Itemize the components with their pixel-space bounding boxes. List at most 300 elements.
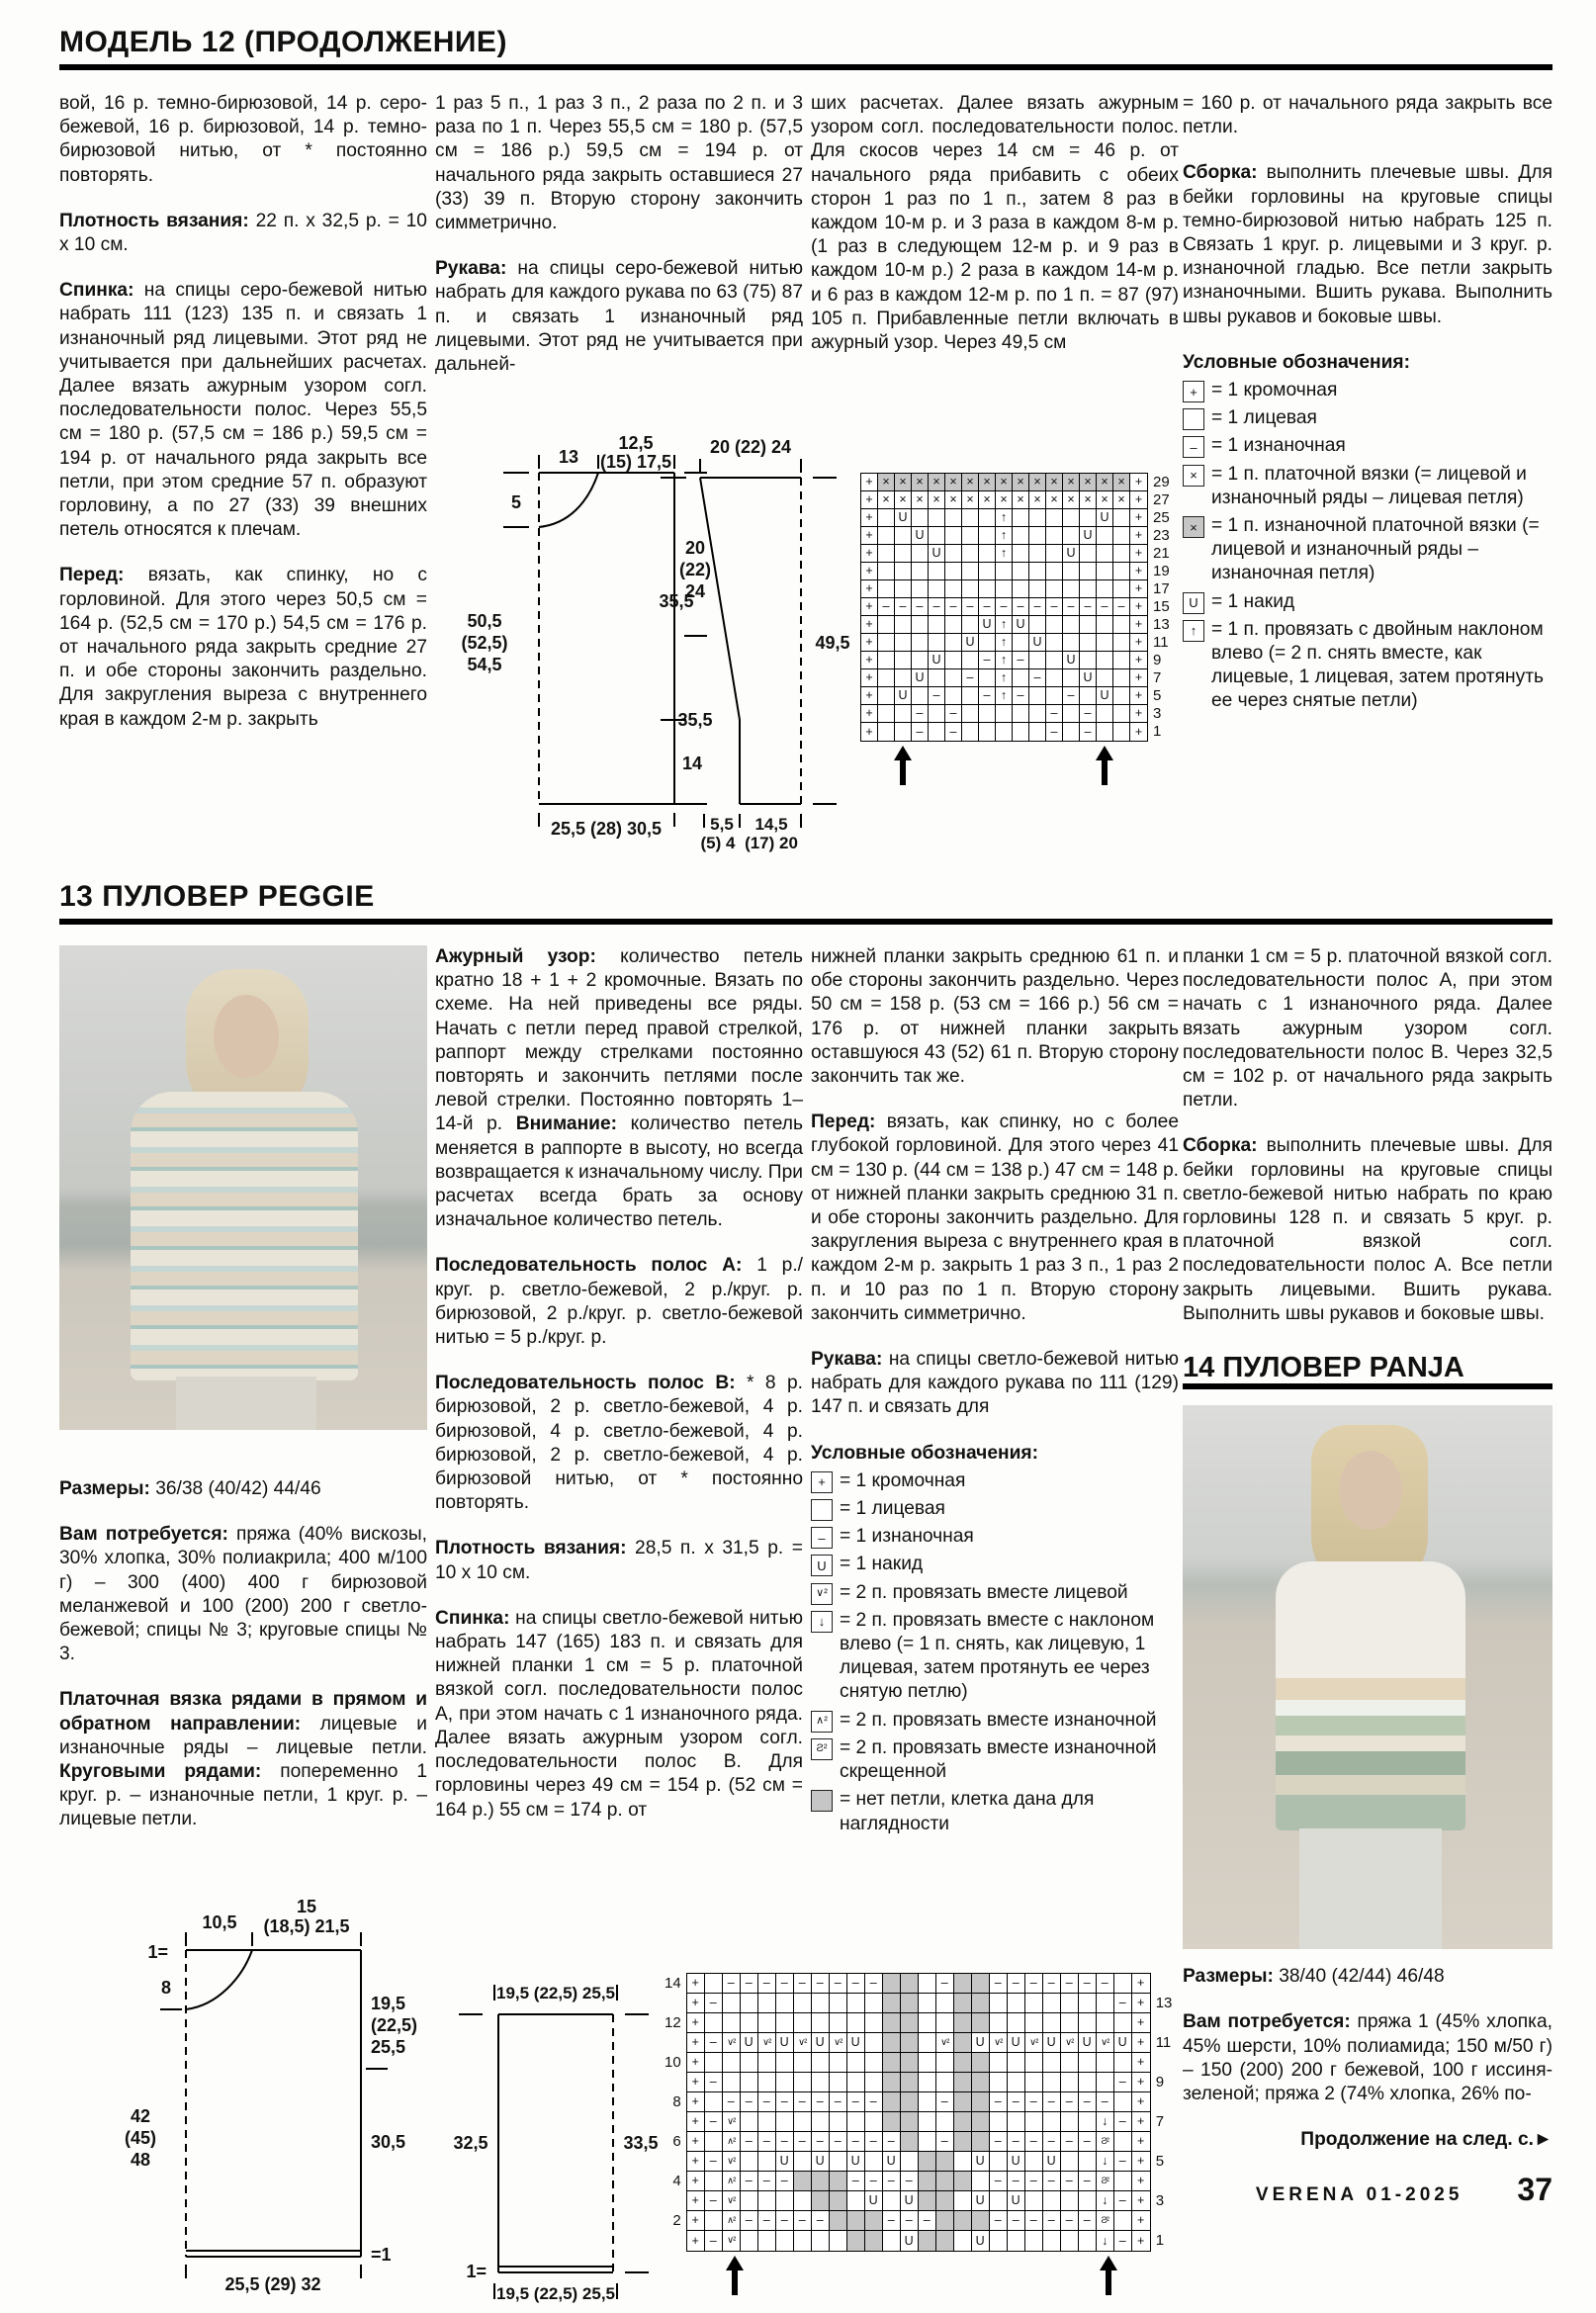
chart-cell: – [812, 2132, 830, 2152]
stitch-symbol-icon: – [811, 1527, 833, 1549]
chart-cell [878, 527, 895, 545]
legend-model13 [811, 1442, 1179, 1836]
paragraph: ших расчетах. Далее вязать ажурным узором согл. последовательности полос. Для скосов через 14 см = 46 р. от начального ряда прибавить с обеих сторон 1 раз по 1 п., затем 8 раз в каждом 10-м р. и 3 раза в каждом 8-м р. (1 раз в следующем 12-м р. и 9 раз в каждом 10-м р.) 2 раза в каждом 14-м р. и 6 раз в каждом 12-м р. по 1 п. = 87 (97) 105 п. Прибавленные петли включать в ажурный узор. Через 49,5 см [811, 93, 1179, 354]
chart-cell: × [912, 474, 929, 491]
chart-cell: U [812, 2152, 830, 2172]
chart-cell: – [1025, 2092, 1043, 2112]
measurement-label: (18,5) 21,5 [263, 1916, 350, 1936]
chart-cell: – [1114, 1994, 1132, 2013]
legend-item [811, 1553, 1179, 1576]
chart-cell [1046, 580, 1063, 598]
chart-cell [758, 2073, 776, 2092]
chart-cell [919, 2152, 936, 2172]
chart-cell: – [883, 2172, 901, 2191]
chart-cell [990, 2013, 1008, 2033]
chart-cell [1063, 669, 1080, 687]
chart-cell [954, 1974, 972, 1994]
chart-cell: – [1008, 2092, 1025, 2112]
chart-cell [929, 723, 945, 741]
chart-cell [758, 2053, 776, 2073]
measurement-label: 35,5 [677, 710, 713, 730]
chart-cell: – [1008, 1974, 1025, 1994]
chart-cell: – [1043, 2172, 1061, 2191]
chart-cell: – [1097, 2092, 1114, 2112]
legend-text: = 1 изнаночная [840, 1526, 974, 1548]
chart-cell [812, 2112, 830, 2132]
chart-cell [883, 2231, 901, 2251]
chart-cell [919, 2191, 936, 2211]
chart-cell [919, 2013, 936, 2033]
chart-cell: – [705, 1994, 723, 2013]
chart-cell [1013, 563, 1029, 580]
stitch-symbol-icon: + [811, 1471, 833, 1493]
chart-cell [847, 2191, 865, 2211]
chart-cell [895, 652, 912, 669]
chart-cell [954, 2073, 972, 2092]
chart-cell [812, 2073, 830, 2092]
legend-item [1183, 514, 1552, 586]
chart-cell [1029, 527, 1046, 545]
chart-cell [919, 2172, 936, 2191]
chart-cell: + [1132, 2152, 1150, 2172]
chart-cell: – [1013, 598, 1029, 616]
chart-cell [1061, 2073, 1079, 2092]
chart-cell [865, 2152, 883, 2172]
chart-cell: × [895, 491, 912, 509]
stitch-symbol-icon: + [1183, 381, 1204, 402]
chart-cell: U [1114, 2033, 1132, 2053]
chart-cell [830, 2112, 847, 2132]
chart-cell [929, 563, 945, 580]
chart-cell [1063, 723, 1080, 741]
chart-cell [1080, 545, 1097, 563]
chart-cell: + [687, 2073, 705, 2092]
chart-cell [929, 634, 945, 652]
chart-cell: + [1130, 545, 1147, 563]
chart-cell: ∨² [990, 2033, 1008, 2053]
chart-cell [919, 2033, 936, 2053]
chart-cell [1097, 545, 1113, 563]
chart-cell: – [794, 1974, 812, 1994]
chart-cell [1080, 652, 1097, 669]
chart-cell [996, 705, 1013, 723]
chart-cell [878, 669, 895, 687]
chart-cell [972, 2112, 990, 2132]
chart-cell [1097, 2013, 1114, 2033]
measurement-label: =1 [371, 2245, 392, 2265]
chart-cell: – [1114, 2152, 1132, 2172]
chart-cell: – [1029, 669, 1046, 687]
chart-cell: – [741, 2172, 758, 2191]
chart-cell [919, 2112, 936, 2132]
chart-cell [741, 2191, 758, 2211]
chart-cell: – [741, 2211, 758, 2231]
chart-cell [1025, 2013, 1043, 2033]
chart-cell: – [847, 2132, 865, 2152]
chart-cell [1061, 1994, 1079, 2013]
chart-cell [901, 2033, 919, 2053]
chart-cell [901, 2053, 919, 2073]
measurement-label: 19,5 (22,5) 25,5 [495, 1984, 616, 2002]
chart-cell: – [1114, 2073, 1132, 2092]
chart-cell: – [794, 2092, 812, 2112]
chart-cell [776, 2073, 794, 2092]
chart-cell [847, 2112, 865, 2132]
measurement-label: 54,5 [467, 655, 502, 674]
chart-cell: + [687, 2191, 705, 2211]
chart-cell: – [794, 2132, 812, 2152]
chart-cell [794, 2191, 812, 2211]
chart-cell: ∧² [723, 2211, 741, 2231]
chart-cell [1008, 1994, 1025, 2013]
chart-cell: U [1043, 2033, 1061, 2053]
chart-cell: – [812, 2092, 830, 2112]
chart-cell: – [1013, 687, 1029, 705]
chart-cell [990, 2073, 1008, 2092]
chart-cell: – [936, 1974, 954, 1994]
section-header-model12: МОДЕЛЬ 12 (ПРОДОЛЖЕНИЕ) [59, 26, 1552, 70]
chart-cell: – [912, 705, 929, 723]
legend-item [1183, 618, 1552, 714]
chart-cell: – [1079, 1974, 1097, 1994]
chart-cell [1113, 652, 1130, 669]
legend-text: = 1 лицевая [1211, 407, 1317, 429]
chart-cell [1063, 616, 1080, 634]
chart-cell: – [1008, 2132, 1025, 2152]
chart-cell [936, 2152, 954, 2172]
text-column-4 [1183, 92, 1552, 718]
chart-cell [1080, 687, 1097, 705]
chart-cell: – [883, 2132, 901, 2152]
chart-cell [865, 2231, 883, 2251]
chart-cell [996, 580, 1013, 598]
chart-cell [979, 580, 996, 598]
chart-cell: – [962, 669, 979, 687]
chart-cell: ↓ [1097, 2112, 1114, 2132]
paragraph: Перед: вязать, как спинку, но с более глубокой горловиной. Для этого через 41 см = 130 р. (44 см = 138 р.) 47 см = 148 р. от нижней планки закрыть среднюю 31 п. и обе стороны закончить раздельно. Для закругления выреза с внутреннего края в каждом 2-м р. закрыть 1 раз 3 п., 1 раз 2 п. и 10 раз по 1 п. Вторую сторону закончить симметрично. [811, 1112, 1179, 1324]
measurement-label: 20 [684, 538, 706, 558]
chart-cell [1079, 2112, 1097, 2132]
paragraph: Последовательность полос В: * 8 р. бирюзовой, 2 р. светло-бежевой, 4 р. бирюзовой, 4 р. светло-бежевой, 4 р. бирюзовой, 2 р. светло-бежевой, 4 р. бирюзовой нитью, от * постоянно повторять. [435, 1373, 803, 1514]
chart-cell [776, 1994, 794, 2013]
repeat-arrow-icon [1096, 746, 1113, 760]
schematic-sleeve-13 [447, 1973, 669, 2309]
chart-cell [1114, 2211, 1132, 2231]
chart-cell [929, 669, 945, 687]
chart-cell [936, 2053, 954, 2073]
chart-cell: × [1013, 491, 1029, 509]
chart-cell [1029, 616, 1046, 634]
chart-cell: + [1137, 2233, 1145, 2248]
chart-cell [895, 723, 912, 741]
model14-paragraphs [1183, 1965, 1552, 2106]
chart-cell [936, 2013, 954, 2033]
chart-cell: U [1008, 2191, 1025, 2211]
chart-cell: – [1113, 598, 1130, 616]
chart-cell: U [776, 2033, 794, 2053]
chart-cell [912, 652, 929, 669]
chart-cell: U [972, 2033, 990, 2053]
chart-cell [723, 2013, 741, 2033]
chart-cell: – [776, 2172, 794, 2191]
chart-cell [954, 2211, 972, 2231]
chart-cell: – [741, 2132, 758, 2152]
legend-items [1183, 379, 1552, 714]
chart-cell [1080, 509, 1097, 527]
paragraph: Платочная вязка рядами в прямом и обратном направлении: лицевые и изнаночные ряды – лицевые петли. Круговыми рядами: попеременно 1 круг. р. – изнаночные петли, 1 круг. р. – лицевые петли. [59, 1689, 427, 1830]
chart-cell: U [962, 634, 979, 652]
chart-cell: – [1046, 598, 1063, 616]
chart-cell [1043, 2073, 1061, 2092]
measurement-label: 25,5 (28) 30,5 [550, 819, 663, 839]
chart-cell: – [723, 2092, 741, 2112]
chart-cell [830, 2013, 847, 2033]
chart-cell: U [929, 652, 945, 669]
chart-cell [996, 723, 1013, 741]
chart-cell: + [1130, 669, 1147, 687]
chart-cell [1097, 563, 1113, 580]
chart-cell [919, 2053, 936, 2073]
chart-cell [901, 1994, 919, 2013]
legend-item [811, 1525, 1179, 1549]
legend-text: = 1 кромочная [1211, 380, 1338, 401]
chart-cell: – [996, 598, 1013, 616]
chart-cell: × [878, 491, 895, 509]
chart-cell [1013, 723, 1029, 741]
chart-cell: × [1080, 474, 1097, 491]
chart-cell [1029, 509, 1046, 527]
chart-cell [1029, 545, 1046, 563]
chart-cell [954, 2092, 972, 2112]
chart-cell [1097, 652, 1113, 669]
measurement-label: (45) [124, 2128, 157, 2148]
chart-cell: – [705, 2033, 723, 2053]
chart-cell [878, 563, 895, 580]
chart-cell [1029, 705, 1046, 723]
chart-cell [954, 2033, 972, 2053]
chart-cell: – [929, 687, 945, 705]
chart-cell [847, 2053, 865, 2073]
measurement-label: 20 (22) 24 [709, 437, 792, 457]
chart-cell: – [945, 723, 962, 741]
chart-cell: – [1025, 2132, 1043, 2152]
chart-cell: ↓ [1097, 2152, 1114, 2172]
text-column-2 [435, 92, 803, 399]
chart-cell: ↑ [996, 545, 1013, 563]
chart-cell [794, 2073, 812, 2092]
chart-cell: + [861, 509, 878, 527]
chart-cell [945, 563, 962, 580]
legend-text: = 1 п. провязать с двойным наклоном влево (= 2 п. снять вместе, как лицевые, 1 лицевая, затем протянуть ее через снятые петли) [1211, 618, 1545, 712]
chart-cell [929, 705, 945, 723]
chart-cell [929, 509, 945, 527]
paragraph: Сборка: выполнить плечевые швы. Для бейки горловины на круговые спицы темно-бирюзовой нитью набрать 125 п. Связать 1 круг. р. лицевыми и 3 круг. р. изнаночной гладью. Все петли закрыть изнаночными. Вшить рукава. Выполнить швы рукавов и боковые швы. [1183, 162, 1552, 327]
chart-cell [929, 616, 945, 634]
chart-cell [776, 2053, 794, 2073]
chart-cell: × [895, 474, 912, 491]
chart-cell: – [705, 2073, 723, 2092]
chart-cell: + [1130, 705, 1147, 723]
schematic-body-13 [69, 1897, 418, 2294]
chart-cell [1063, 580, 1080, 598]
chart-cell [705, 2132, 723, 2152]
chart-cell [972, 2092, 990, 2112]
chart-cell: – [1114, 2112, 1132, 2132]
chart-cell [1029, 580, 1046, 598]
chart-cell [865, 2013, 883, 2033]
measurement-label: (22) [678, 560, 712, 579]
chart-row-numbers: 14 12 10 8 6 4 2 [665, 1974, 681, 2229]
photo-trousers [176, 1377, 316, 1430]
chart-cell [1113, 634, 1130, 652]
measurement-label: 14 [681, 754, 703, 773]
photo-sweater [131, 1092, 358, 1380]
chart-cell: + [1132, 2092, 1150, 2112]
chart-cell: – [1114, 2191, 1132, 2211]
col4-paragraphs [1183, 945, 1552, 1326]
chart-cell: – [945, 705, 962, 723]
stitch-symbol-icon: ↓ [811, 1611, 833, 1633]
chart-cell: × [1080, 491, 1097, 509]
measurement-label: 5 [510, 492, 522, 512]
chart-cell: – [1061, 2092, 1079, 2112]
chart-cell [895, 527, 912, 545]
chart-cell: + [1130, 474, 1147, 491]
chart-cell [878, 545, 895, 563]
stitch-symbol-icon: U [1183, 592, 1204, 614]
chart-cell: + [861, 634, 878, 652]
chart-cell: ∨² [936, 2033, 954, 2053]
chart-cell: – [865, 1974, 883, 1994]
chart-cell: – [1061, 2132, 1079, 2152]
chart-cell: – [1080, 723, 1097, 741]
chart-cell [1097, 527, 1113, 545]
measurement-label: 35,5 [659, 591, 694, 611]
chart-cell: × [945, 474, 962, 491]
chart-cell [1113, 563, 1130, 580]
chart-cell [954, 2132, 972, 2152]
chart-cell: – [758, 2172, 776, 2191]
page-number: 37 [1517, 2172, 1552, 2208]
chart-cell: U [1080, 669, 1097, 687]
chart-cell: – [776, 2092, 794, 2112]
chart-cell: + [1132, 2191, 1150, 2211]
chart-cell [912, 563, 929, 580]
measurement-label: 33,5 [623, 2133, 659, 2153]
chart-cell: U [972, 2152, 990, 2172]
measurement-label: 19,5 (22,5) 25,5 [495, 2284, 616, 2303]
chart-cell [996, 563, 1013, 580]
chart-cell [883, 1974, 901, 1994]
chart-cell [895, 634, 912, 652]
chart-cell [954, 2152, 972, 2172]
chart-cell [794, 2053, 812, 2073]
legend-item [1183, 590, 1552, 614]
chart-cell: + [861, 669, 878, 687]
photo-trousers [1299, 1828, 1442, 1949]
chart-cell [883, 2092, 901, 2112]
chart-cell [830, 2152, 847, 2172]
measurement-label: (15) 17,5 [599, 452, 672, 472]
chart-cell [962, 616, 979, 634]
legend-text: = 1 лицевая [840, 1498, 945, 1520]
chart-cell [847, 2013, 865, 2033]
chart-cell [776, 2191, 794, 2211]
stitch-symbol-icon [1183, 408, 1204, 430]
chart-cell: – [812, 1974, 830, 1994]
chart-cell: – [1025, 1974, 1043, 1994]
chart-cell [1043, 2112, 1061, 2132]
chart-cell: ↑ [996, 669, 1013, 687]
chart-cell [1097, 723, 1113, 741]
measurement-label: (52,5) [461, 633, 508, 653]
chart-cell: – [919, 2211, 936, 2231]
chart-cell: – [865, 2092, 883, 2112]
chart-cell [895, 545, 912, 563]
chart-cell [945, 545, 962, 563]
chart-cell: – [1079, 2132, 1097, 2152]
chart-cell [878, 652, 895, 669]
chart-cell: – [847, 2172, 865, 2191]
chart-cell: – [945, 598, 962, 616]
legend-text: = 1 изнаночная [1211, 435, 1346, 457]
paragraph: Вам потребуется: пряжа (40% вискозы, 30% хлопка, 30% полиакрила; 400 м/100 г) – 300 (400) 400 г бирюзовой меланжевой и 100 (200) 200 г светло-бежевой; спицы № 3; круговые спицы № 3. [59, 1524, 427, 1665]
repeat-arrow-icon [894, 746, 912, 760]
chart-cell [1013, 527, 1029, 545]
chart-cell [1061, 2053, 1079, 2073]
measurement-label: 30,5 [371, 2132, 406, 2152]
chart-cell [794, 2112, 812, 2132]
chart-cell: × [1063, 491, 1080, 509]
model13-section [59, 880, 1552, 2311]
chart-cell [865, 2073, 883, 2092]
chart-cell: – [705, 2152, 723, 2172]
chart-cell [1043, 2053, 1061, 2073]
chart-cell [758, 1994, 776, 2013]
chart-cell [954, 2112, 972, 2132]
chart-cell: U [776, 2152, 794, 2172]
chart-cell: × [1046, 491, 1063, 509]
chart-cell [847, 2073, 865, 2092]
measurement-label: 10,5 [202, 1913, 237, 1932]
chart-cell [972, 1974, 990, 1994]
chart-cell: – [979, 652, 996, 669]
continuation-note: Продолжение на след. с.► [1300, 2129, 1552, 2151]
chart-cell [1114, 2172, 1132, 2191]
chart-cell: – [1079, 2211, 1097, 2231]
chart-cell [945, 652, 962, 669]
chart-cell [962, 527, 979, 545]
chart-cell: + [1130, 652, 1147, 669]
chart-cell [912, 509, 929, 527]
chart-cell: – [990, 2132, 1008, 2152]
chart-cell: U [929, 545, 945, 563]
chart-cell [878, 616, 895, 634]
legend-item [1183, 379, 1552, 402]
chart-cell [945, 669, 962, 687]
paragraph: вой, 16 р. темно-бирюзовой, 14 р. серо-бежевой, 16 р. бирюзовой, 14 р. темно-бирюзовой нитью, от * постоянно повторять. [59, 93, 427, 186]
chart-cell: + [1132, 2073, 1150, 2092]
chart-cell: U [1008, 2152, 1025, 2172]
chart-cell [865, 2211, 883, 2231]
chart-cell [1097, 616, 1113, 634]
chart-cell [878, 705, 895, 723]
chart-cell [901, 1974, 919, 1994]
paragraph: нижней планки закрыть среднюю 61 п. и обе стороны закончить раздельно. Через 50 см = 158 р. (53 см = 166 р.) 56 см = 176 р. от нижней планки закрыть оставшуюся 43 (52) 61 п. Вторую сторону закончить так же. [811, 946, 1179, 1088]
chart-cell: – [1063, 598, 1080, 616]
chart-cell [883, 2053, 901, 2073]
chart-cell: × [1029, 474, 1046, 491]
